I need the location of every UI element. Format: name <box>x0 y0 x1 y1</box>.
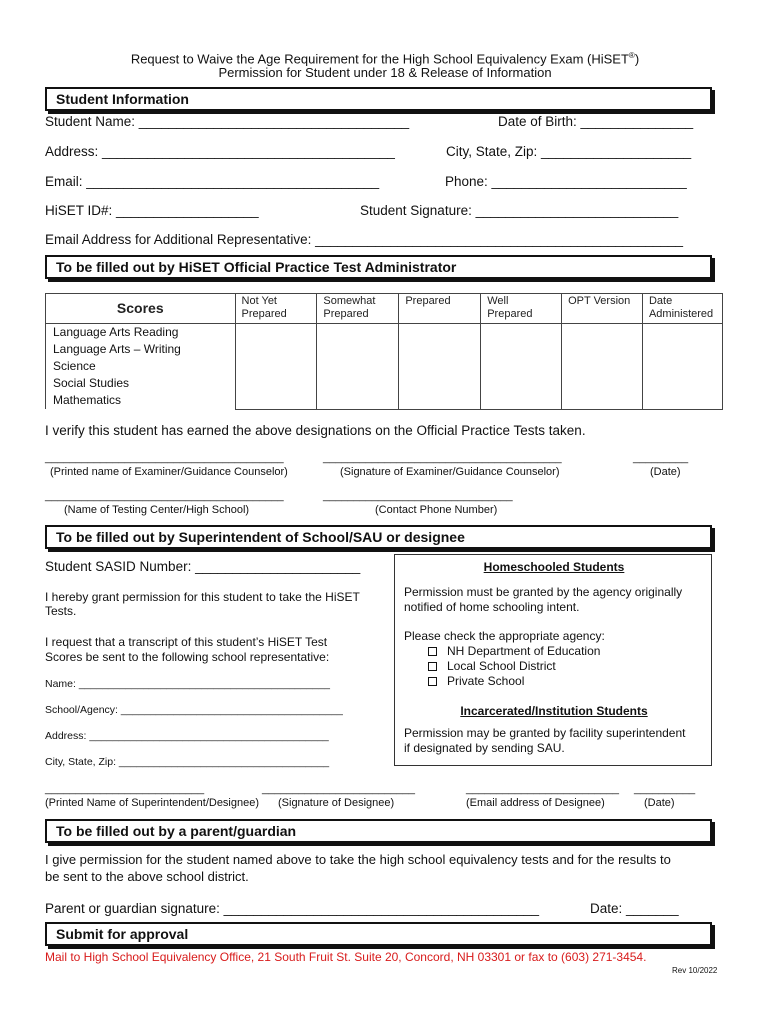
date-of-birth-field[interactable]: Date of Birth: _______________ <box>498 114 694 129</box>
superintendent-name-line[interactable]: __________________________ <box>45 783 205 795</box>
additional-rep-email-field[interactable]: Email Address for Additional Representative: _________________________________________________ <box>45 232 684 247</box>
agency-option-nh-doe[interactable]: NH Department of Education <box>428 644 600 658</box>
transcript-statement-line1: I request that a transcript of this student’s HiSET Test <box>45 635 328 649</box>
incarcerated-text-line1: Permission may be granted by facility superintendent <box>404 726 686 740</box>
special-students-box <box>394 554 712 766</box>
designee-signature-label: (Signature of Designee) <box>278 797 395 809</box>
score-cell[interactable] <box>481 324 562 410</box>
contact-phone-label: (Contact Phone Number) <box>375 504 498 516</box>
rep-city-field[interactable]: City, State, Zip: ____________________________________ <box>45 756 330 768</box>
homeschool-text-line1: Permission must be granted by the agency originally <box>404 585 683 599</box>
examiner-name-label: (Printed name of Examiner/Guidance Counselor) <box>50 466 288 478</box>
rep-address-field[interactable]: Address: _________________________________________ <box>45 730 329 742</box>
score-cell[interactable] <box>642 324 722 410</box>
contact-phone-line[interactable]: _______________________________ <box>323 490 513 502</box>
score-cell[interactable] <box>562 324 643 410</box>
check-agency-prompt: Please check the appropriate agency: <box>404 629 605 643</box>
agency-option-local-district[interactable]: Local School District <box>428 659 556 673</box>
examiner-signature-label: (Signature of Examiner/Guidance Counselor) <box>340 466 560 478</box>
score-cell[interactable] <box>399 324 481 410</box>
designee-email-line[interactable]: _________________________ <box>466 783 619 795</box>
grant-statement-line1: I hereby grant permission for this student to take the HiSET <box>45 590 360 604</box>
city-state-zip-field[interactable]: City, State, Zip: ____________________ <box>446 144 692 159</box>
col-not-yet-prepared: Not Yet Prepared <box>235 294 317 324</box>
address-field[interactable]: Address: _______________________________________ <box>45 144 395 159</box>
designee-email-label: (Email address of Designee) <box>466 797 605 809</box>
practice-test-heading: To be filled out by HiSET Official Practice Test Administrator <box>45 255 712 279</box>
subject-label: Language Arts – Writing <box>53 342 181 356</box>
homeschooled-heading: Homeschooled Students <box>483 560 625 574</box>
checkbox-icon[interactable] <box>428 647 437 656</box>
superintendent-name-label: (Printed Name of Superintendent/Designee) <box>45 797 260 809</box>
superintendent-date-label: (Date) <box>644 797 675 809</box>
checkbox-icon[interactable] <box>428 662 437 671</box>
student-signature-field[interactable]: Student Signature: ___________________________ <box>360 203 679 218</box>
form-subtitle: Permission for Student under 18 & Release of Information <box>218 65 552 80</box>
parent-permission-line1: I give permission for the student named above to take the high school equivalency tests and for the results to <box>45 852 671 867</box>
student-info-heading: Student Information <box>45 87 712 111</box>
rep-school-field[interactable]: School/Agency: ______________________________________ <box>45 704 343 716</box>
checkbox-icon[interactable] <box>428 677 437 686</box>
submit-heading: Submit for approval <box>45 922 712 946</box>
scores-table <box>45 293 723 410</box>
email-field[interactable]: Email: _______________________________________ <box>45 174 380 189</box>
col-prepared: Prepared <box>399 294 481 324</box>
phone-field[interactable]: Phone: __________________________ <box>445 174 687 189</box>
col-well-prepared: Well Prepared <box>481 294 562 324</box>
agency-option-private-school[interactable]: Private School <box>428 674 524 688</box>
sasid-field[interactable]: Student SASID Number: ______________________ <box>45 559 361 574</box>
designee-signature-line[interactable]: _________________________ <box>262 783 415 795</box>
subject-label: Mathematics <box>53 393 122 407</box>
subject-label: Language Arts Reading <box>53 325 179 339</box>
examiner-date-label: (Date) <box>650 466 681 478</box>
rep-name-field[interactable]: Name: ___________________________________________ <box>45 678 330 690</box>
score-cell[interactable] <box>235 324 317 410</box>
col-date-administered: Date Administered <box>642 294 722 324</box>
parent-permission-line2: be sent to the above school district. <box>45 869 249 884</box>
score-cell[interactable] <box>317 324 399 410</box>
verify-statement: I verify this student has earned the above designations on the Official Practice Tests taken. <box>45 423 586 438</box>
superintendent-date-line[interactable]: __________ <box>634 783 696 795</box>
col-somewhat-prepared: Somewhat Prepared <box>317 294 399 324</box>
grant-statement-line2: Tests. <box>45 604 77 618</box>
examiner-signature-line[interactable]: _______________________________________ <box>323 452 562 464</box>
homeschool-text-line2: notified of home schooling intent. <box>404 600 580 614</box>
testing-center-label: (Name of Testing Center/High School) <box>64 504 250 516</box>
col-opt-version: OPT Version <box>562 294 643 324</box>
student-name-field[interactable]: Student Name: ____________________________________ <box>45 114 410 129</box>
parent-heading: To be filled out by a parent/guardian <box>45 819 712 843</box>
table-row <box>46 324 723 410</box>
form-title: Request to Waive the Age Requirement for the High School Equivalency Exam (HiSET®) <box>130 51 640 67</box>
transcript-statement-line2: Scores be sent to the following school representative: <box>45 650 330 664</box>
scores-header: Scores <box>46 294 236 324</box>
hiset-id-field[interactable]: HiSET ID#: ___________________ <box>45 203 259 218</box>
subject-label: Science <box>53 359 96 373</box>
revision-label: Rev 10/2022 <box>672 966 718 975</box>
parent-signature-field[interactable]: Parent or guardian signature: __________________________________________ <box>45 901 539 916</box>
mailing-address: Mail to High School Equivalency Office, 21 South Fruit St. Suite 20, Concord, NH 03301 or fax to (603) 271-3454. <box>45 950 647 964</box>
subject-label: Social Studies <box>53 376 130 390</box>
examiner-date-line[interactable]: _________ <box>633 452 689 464</box>
examiner-name-line[interactable]: _______________________________________ <box>45 452 284 464</box>
parent-date-field[interactable]: Date: _______ <box>590 901 679 916</box>
testing-center-line[interactable]: _______________________________________ <box>45 490 284 502</box>
superintendent-heading: To be filled out by Superintendent of School/SAU or designee <box>45 525 712 549</box>
incarcerated-heading: Incarcerated/Institution Students <box>460 704 648 718</box>
incarcerated-text-line2: if designated by sending SAU. <box>404 741 565 755</box>
